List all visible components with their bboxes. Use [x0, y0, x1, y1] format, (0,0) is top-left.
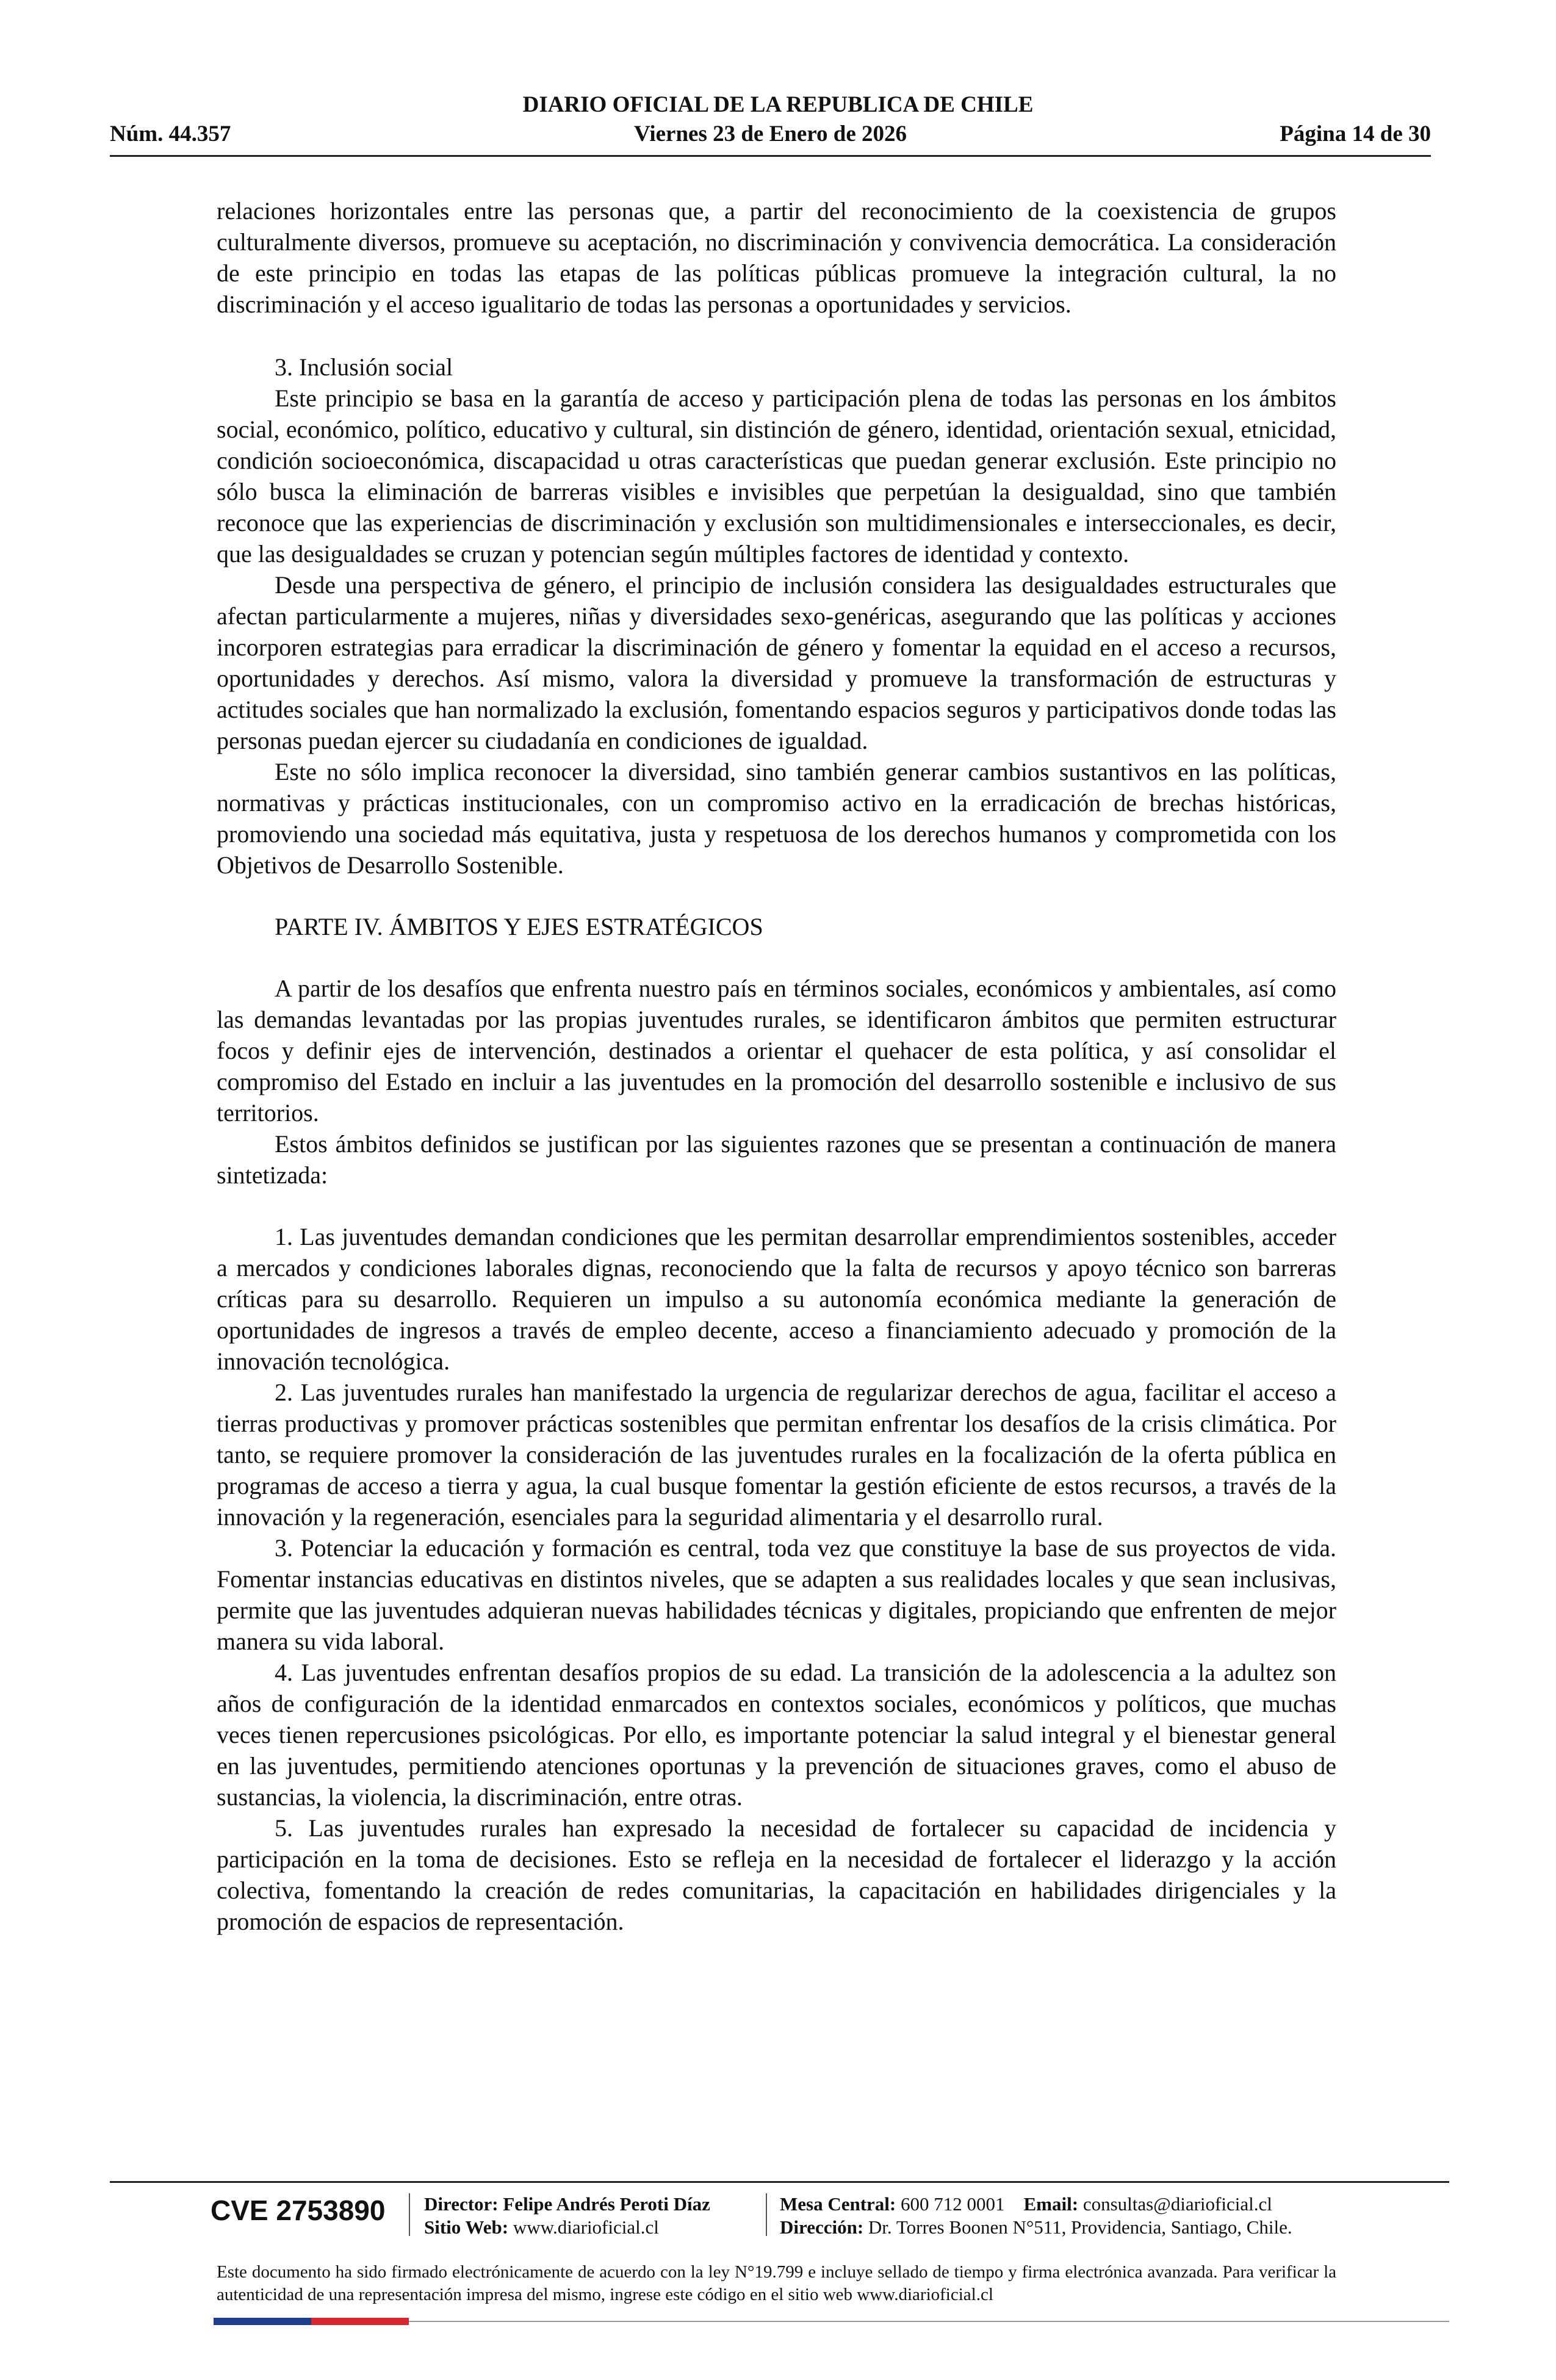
- list-item: 4. Las juventudes enfrentan desafíos propios de su edad. La transición de la adolescencia a la adultez son años de configuración de la identidad enmarcados en contextos sociales, económicos y políticos, que muchas veces tienen repercusiones psicológicas. Por ello, es importante potenciar la salud integral y el bienestar general en las juventudes, permitiendo atenciones oportunas y la prevención de situaciones graves, como el abuso de sustancias, la violencia, la discriminación, entre otras.: [217, 1659, 1336, 1811]
- list-item: 3. Potenciar la educación y formación es central, toda vez que constituye la base de sus proyectos de vida. Fomentar instancias educativas en distintos niveles, que se adapten a sus realidades locales y que sean inclusivas, permite que las juventudes adquieran nuevas habilidades técnicas y digitales, propiciando que enfrenten de mejor manera su vida laboral.: [217, 1534, 1336, 1655]
- footer-bottom-rule: [409, 2321, 1449, 2322]
- flag-stripe-red: [311, 2318, 409, 2325]
- phone-number: 600 712 0001: [901, 2193, 1005, 2215]
- document-body: [217, 195, 1336, 1937]
- page-indicator: Página 14 de 30: [1280, 121, 1431, 146]
- list-item: 5. Las juventudes rurales han expresado la necesidad de fortalecer su capacidad de incidencia y participación en la toma de decisiones. Esto se refleja en la necesidad de fortalecer el liderazgo y la acción colectiva, fomentando la creación de redes comunitarias, la capacitación en habilidades dirigenciales y la promoción de espacios de representación.: [217, 1814, 1336, 1935]
- footer-separator: [409, 2193, 410, 2236]
- web-label: Sitio Web:: [424, 2216, 509, 2238]
- director-label: Director:: [424, 2193, 499, 2215]
- header-divider: [110, 155, 1431, 157]
- footer-divider: [110, 2181, 1449, 2183]
- list-item: 2. Las juventudes rurales han manifestado la urgencia de regularizar derechos de agua, facilitar el acceso a tierras productivas y promover prácticas sostenibles que permitan enfrentar los desafíos de la crisis climática. Por tanto, se requiere promover la consideración de las juventudes rurales en la focalización de la oferta pública en programas de acceso a tierra y agua, la cual busque fomentar la gestión eficiente de estos recursos, a través de la innovación y la regeneración, esenciales para la seguridad alimentaria y el desarrollo rural.: [217, 1379, 1336, 1531]
- footer-separator: [766, 2193, 767, 2236]
- newspaper-title: DIARIO OFICIAL DE LA REPUBLICA DE CHILE: [522, 92, 1034, 117]
- issue-date: Viernes 23 de Enero de 2026: [633, 121, 907, 146]
- email-label: Email:: [1023, 2193, 1079, 2215]
- issue-number: Núm. 44.357: [110, 121, 231, 146]
- section-heading-inclusion: 3. Inclusión social: [275, 353, 453, 381]
- email-link[interactable]: consultas@diarioficial.cl: [1082, 2193, 1272, 2215]
- signature-notice: Este documento ha sido firmado electrónicamente de acuerdo con la ley N°19.799 e incluye sellado de tiempo y firma electrónica avanzada. Para verificar la autenticidad de una representación impresa del mismo, ingrese este código en el sitio web www.diarioficial.cl: [217, 2262, 1336, 2304]
- footer-contact-block: [780, 2193, 1292, 2239]
- director-name: Felipe Andrés Peroti Díaz: [503, 2193, 710, 2215]
- address-label: Dirección:: [780, 2216, 864, 2238]
- footer-director-block: [424, 2193, 710, 2239]
- paragraph: A partir de los desafíos que enfrenta nuestro país en términos sociales, económicos y ambientales, así como las demandas levantadas por las propias juventudes rurales, se identificaron ámbitos que permiten estructurar focos y definir ejes de intervención, destinados a orientar el quehacer de esta política, y así consolidar el compromiso del Estado en incluir a las juventudes en la promoción del desarrollo sostenible e inclusivo de sus territorios.: [217, 975, 1336, 1127]
- paragraph: Estos ámbitos definidos se justifican por las siguientes razones que se presentan a continuación de manera sintetizada:: [217, 1130, 1336, 1189]
- paragraph: Este principio se basa en la garantía de acceso y participación plena de todas las personas en los ámbitos social, económico, político, educativo y cultural, sin distinción de género, identidad, orientación sexual, etnicidad, condición socioeconómica, discapacidad u otras características que puedan generar exclusión. Este principio no sólo busca la eliminación de barreras visibles e invisibles que perpetúan la desigualdad, sino que también reconoce que las experiencias de discriminación y exclusión son multidimensionales e interseccionales, es decir, que las desigualdades se cruzan y potencian según múltiples factores de identidad y contexto.: [217, 384, 1336, 568]
- paragraph: Desde una perspectiva de género, el principio de inclusión considera las desigualdades estructurales que afectan particularmente a mujeres, niñas y diversidades sexo-genéricas, asegurando que las políticas y acciones incorporen estrategias para erradicar la discriminación de género y fomentar la equidad en el acceso a recursos, oportunidades y derechos. Así mismo, valora la diversidad y promueve la transformación de estructuras y actitudes sociales que han normalizado la exclusión, fomentando espacios seguros y participativos donde todas las personas puedan ejercer su ciudadanía en condiciones de igualdad.: [217, 571, 1336, 754]
- website-link[interactable]: www.diarioficial.cl: [513, 2216, 659, 2238]
- list-item: 1. Las juventudes demandan condiciones que les permitan desarrollar emprendimientos sostenibles, acceder a mercados y condiciones laborales dignas, reconociendo que la falta de recursos y apoyo técnico son barreras críticas para su desarrollo. Requieren un impulso a su autonomía económica mediante la generación de oportunidades de ingresos a través de empleo decente, acceso a financiamiento adecuado y promoción de la innovación tecnológica.: [217, 1223, 1336, 1375]
- section-heading-parte-iv: PARTE IV. ÁMBITOS Y EJES ESTRATÉGICOS: [275, 913, 763, 940]
- cve-code: CVE 2753890: [211, 2194, 386, 2226]
- address: Dr. Torres Boonen N°511, Providencia, Santiago, Chile.: [868, 2216, 1292, 2238]
- mesa-label: Mesa Central:: [780, 2193, 896, 2215]
- paragraph: relaciones horizontales entre las personas que, a partir del reconocimiento de la coexistencia de grupos culturalmente diversos, promueve su aceptación, no discriminación y convivencia democrática. La consideración de este principio en todas las etapas de las políticas públicas promueve la integración cultural, la no discriminación y el acceso igualitario de todas las personas a oportunidades y servicios.: [217, 197, 1336, 318]
- paragraph: Este no sólo implica reconocer la diversidad, sino también generar cambios sustantivos en las políticas, normativas y prácticas institucionales, con un compromiso activo en la erradicación de brechas históricas, promoviendo una sociedad más equitativa, justa y respetuosa de los derechos humanos y comprometida con los Objetivos de Desarrollo Sostenible.: [217, 758, 1336, 879]
- flag-stripe-blue: [214, 2318, 311, 2325]
